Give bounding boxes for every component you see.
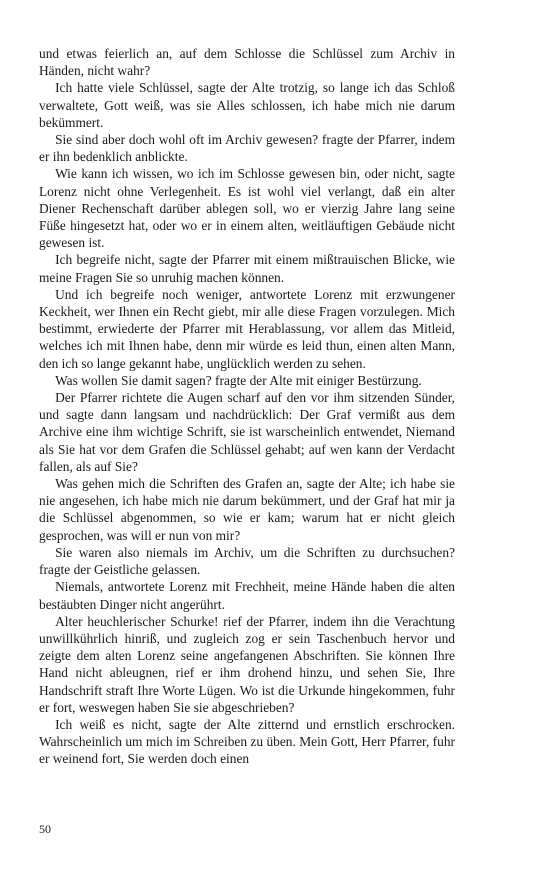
paragraph: Was gehen mich die Schriften des Grafen an, sagte der Alte; ich habe sie nie angesehen, ich habe mich nie darum bekümmert, und der Graf hat mir ja die Schlüssel abgenommen, so wie er kam; warum hat er nicht gleich gesprochen, was will er nun von mir? (39, 476, 455, 543)
paragraph: Sie waren also niemals im Archiv, um die Schriften zu durchsuchen? fragte der Geistliche gelassen. (39, 544, 455, 578)
paragraph: Wie kann ich wissen, wo ich im Schlosse gewesen bin, oder nicht, sagte Lorenz nicht ohne Verlegenheit. Es ist wohl viel verlangt, daß ein alter Diener Rechenschaft darüber ablegen soll, wo er vierzig Jahre lang seine Füße hingesetzt hat, oder wo er in einem alten, weitläuftigen Gebäude nicht gewesen ist. (39, 166, 455, 251)
paragraph: Niemals, antwortete Lorenz mit Frechheit, meine Hände haben die alten bestäubten Dinger nicht angerührt. (39, 579, 455, 612)
page-number: 50 (39, 822, 51, 836)
paragraph: Ich weiß es nicht, sagte der Alte zitternd und ernstlich erschrocken. Wahrscheinlich um mich im Schreiben zu üben. Mein Gott, Herr Pfarrer, fuhr er weinend fort, Sie werden doch einen (39, 716, 455, 767)
paragraph: Sie sind aber doch wohl oft im Archiv gewesen? fragte der Pfarrer, indem er ihn bedenklich anblickte. (39, 132, 455, 165)
body-text (39, 45, 455, 768)
paragraph: Und ich begreife noch weniger, antwortete Lorenz mit erzwungener Keckheit, wer Ihnen ein Recht giebt, mir alle diese Fragen vorzulegen. Mich bestimmt, erwiederte der Pfarrer mit Herablassung, vor allem das Mitleid, welches ich mit Ihnen habe, denn mir würde es leid thun, einen alten Mann, den ich so lange gekannt habe, unglücklich werden zu sehen. (39, 286, 455, 371)
paragraph: Der Pfarrer richtete die Augen scharf auf den vor ihm sitzenden Sünder, und sagte dann langsam und nachdrücklich: Der Graf vermißt aus dem Archive eine ihm wichtige Schrift, sie ist warscheinlich entwendet, Niemand als Sie hat vor dem Grafen die Schlüssel gehabt; auf wen kann der Verdacht fallen, als auf Sie? (39, 390, 455, 474)
paragraph: Ich hatte viele Schlüssel, sagte der Alte trotzig, so lange ich das Schloß verwaltete, Gott weiß, was sie Alles schlossen, ich habe mich nie darum bekümmert. (39, 80, 455, 130)
paragraph: Ich begreife nicht, sagte der Pfarrer mit einem mißtrauischen Blicke, wie meine Fragen Sie so unruhig machen können. (39, 252, 455, 285)
paragraph: Alter heuchlerischer Schurke! rief der Pfarrer, indem ihn die Verachtung unwillkührlich hinriß, und zugleich zog er sein Taschenbuch hervor und zeigte dem alten Lorenz seine angefangenen Abschriften. Sie können Ihre Hand nicht ableugnen, rief er ihm drohend hinzu, und sehen Sie, Ihre Handschrift straft Ihre Worte Lügen. Wo ist die Urkunde hingekommen, fuhr er fort, weswegen haben Sie sie abgeschrieben? (39, 613, 455, 715)
paragraph: Was wollen Sie damit sagen? fragte der Alte mit einiger Bestürzung. (55, 372, 422, 388)
paragraph: und etwas feierlich an, auf dem Schlosse die Schlüssel zum Archiv in Händen, nicht wahr? (39, 46, 455, 79)
